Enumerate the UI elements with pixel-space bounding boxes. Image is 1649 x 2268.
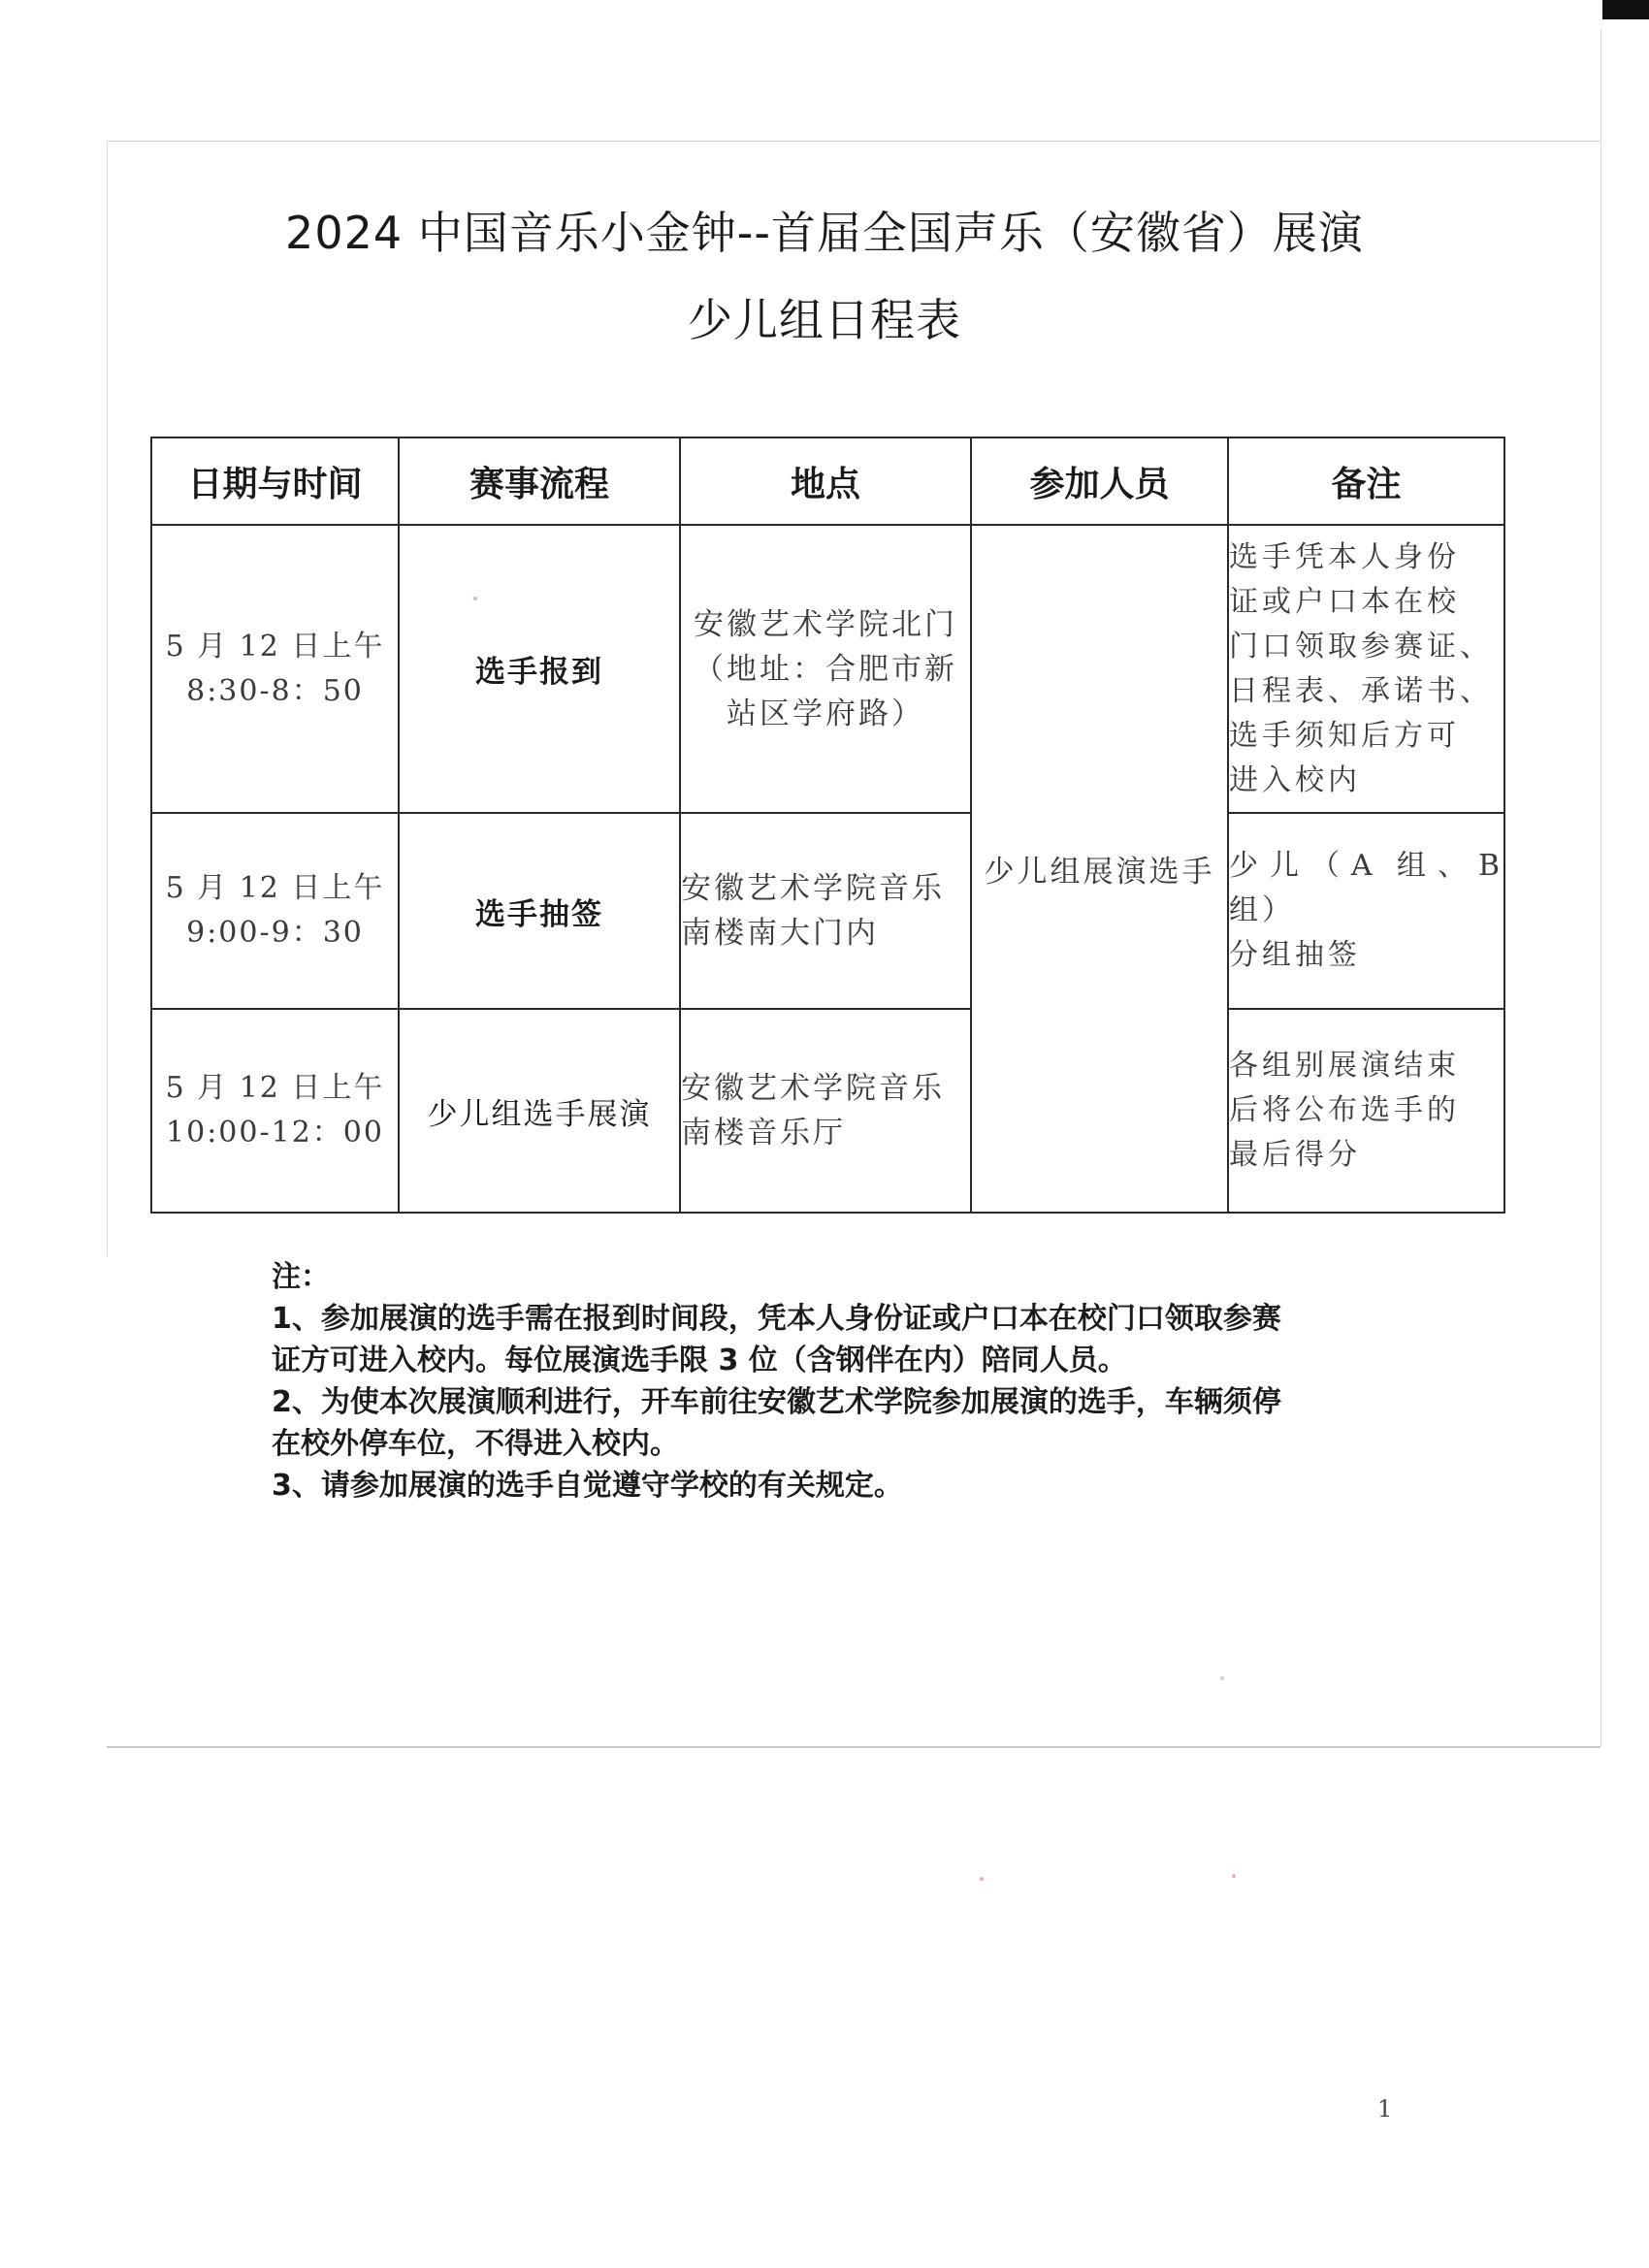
remarks-line: 进入校内 — [1229, 762, 1361, 797]
note-line: 证方可进入校内。每位展演选手限 3 位（含钢伴在内）陪同人员。 — [272, 1344, 1127, 1377]
location-line: 站区学府路） — [727, 696, 924, 731]
notes-section — [272, 1256, 1397, 1507]
remarks-line: 各组别展演结束 — [1229, 1049, 1460, 1083]
time-cell — [151, 1009, 399, 1213]
flow-cell: 选手抽签 — [399, 813, 680, 1009]
scan-speck — [980, 1877, 984, 1881]
time-cell — [151, 813, 399, 1009]
header-participants: 参加人员 — [971, 437, 1228, 525]
note-line: 在校外停车位，不得进入校内。 — [272, 1427, 679, 1461]
time-range: 8:30-8：50 — [186, 673, 364, 708]
scan-speck — [473, 597, 477, 600]
table-row — [151, 525, 1504, 813]
remarks-line: 日程表、承诺书、 — [1229, 673, 1493, 708]
remarks-line: 选手须知后方可 — [1229, 718, 1460, 753]
location-line: 南楼音乐厅 — [681, 1116, 846, 1150]
location-line: （地址：合肥市新 — [694, 651, 957, 687]
header-location: 地点 — [680, 437, 971, 525]
document-title — [0, 189, 1649, 364]
location-line: 安徽艺术学院音乐 — [681, 871, 945, 906]
note-line: 1、参加展演的选手需在报到时间段，凭本人身份证或户口本在校门口领取参赛 — [272, 1302, 1281, 1336]
remarks-cell — [1228, 525, 1504, 813]
remarks-line: 少儿（A 组、B 组） — [1229, 849, 1504, 927]
note-line: 2、为使本次展演顺利进行，开车前往安徽艺术学院参加展演的选手，车辆须停 — [272, 1385, 1281, 1419]
location-line: 安徽艺术学院北门 — [694, 606, 957, 642]
title-line-1: 2024 中国音乐小金钟--首届全国声乐（安徽省）展演 — [285, 207, 1364, 259]
notes-heading: 注： — [272, 1260, 330, 1294]
remarks-line: 最后得分 — [1229, 1138, 1361, 1172]
participants-cell: 少儿组展演选手 — [971, 525, 1228, 1213]
location-cell — [680, 813, 971, 1009]
note-line: 3、请参加展演的选手自觉遵守学校的有关规定。 — [272, 1469, 903, 1503]
location-cell — [680, 1009, 971, 1213]
location-line: 南楼南大门内 — [681, 916, 879, 951]
header-date-time: 日期与时间 — [151, 437, 399, 525]
schedule-table — [150, 437, 1505, 1214]
remarks-line: 选手凭本人身份 — [1229, 539, 1460, 574]
scan-speck — [1232, 1874, 1236, 1878]
time-range: 10:00-12：00 — [166, 1116, 384, 1150]
remarks-line: 后将公布选手的 — [1229, 1093, 1460, 1127]
page-number: 1 — [1377, 2095, 1393, 2122]
time-date: 5 月 12 日上午 — [165, 1071, 385, 1105]
table-header-row — [151, 437, 1504, 525]
header-event-flow: 赛事流程 — [399, 437, 680, 525]
location-line: 安徽艺术学院音乐 — [681, 1071, 945, 1106]
scan-border-bottom — [107, 1746, 1600, 1748]
remarks-line: 证或户口本在校 — [1229, 584, 1460, 619]
location-cell — [680, 525, 971, 813]
header-remarks: 备注 — [1228, 437, 1504, 525]
time-cell — [151, 525, 399, 813]
title-line-2: 少儿组日程表 — [688, 294, 961, 346]
remarks-cell — [1228, 1009, 1504, 1213]
scan-border-top — [107, 141, 1600, 142]
remarks-line: 分组抽签 — [1229, 938, 1361, 972]
table-row — [151, 813, 1504, 1009]
time-date: 5 月 12 日上午 — [165, 871, 385, 905]
remarks-line: 门口领取参赛证、 — [1229, 629, 1493, 664]
flow-cell: 选手报到 — [399, 525, 680, 813]
flow-cell: 少儿组选手展演 — [399, 1009, 680, 1213]
remarks-cell — [1228, 813, 1504, 1009]
scan-speck — [1220, 1676, 1224, 1680]
scan-edge-mark — [1602, 0, 1649, 19]
time-range: 9:00-9：30 — [186, 916, 364, 950]
time-date: 5 月 12 日上午 — [165, 629, 385, 664]
table-row — [151, 1009, 1504, 1213]
